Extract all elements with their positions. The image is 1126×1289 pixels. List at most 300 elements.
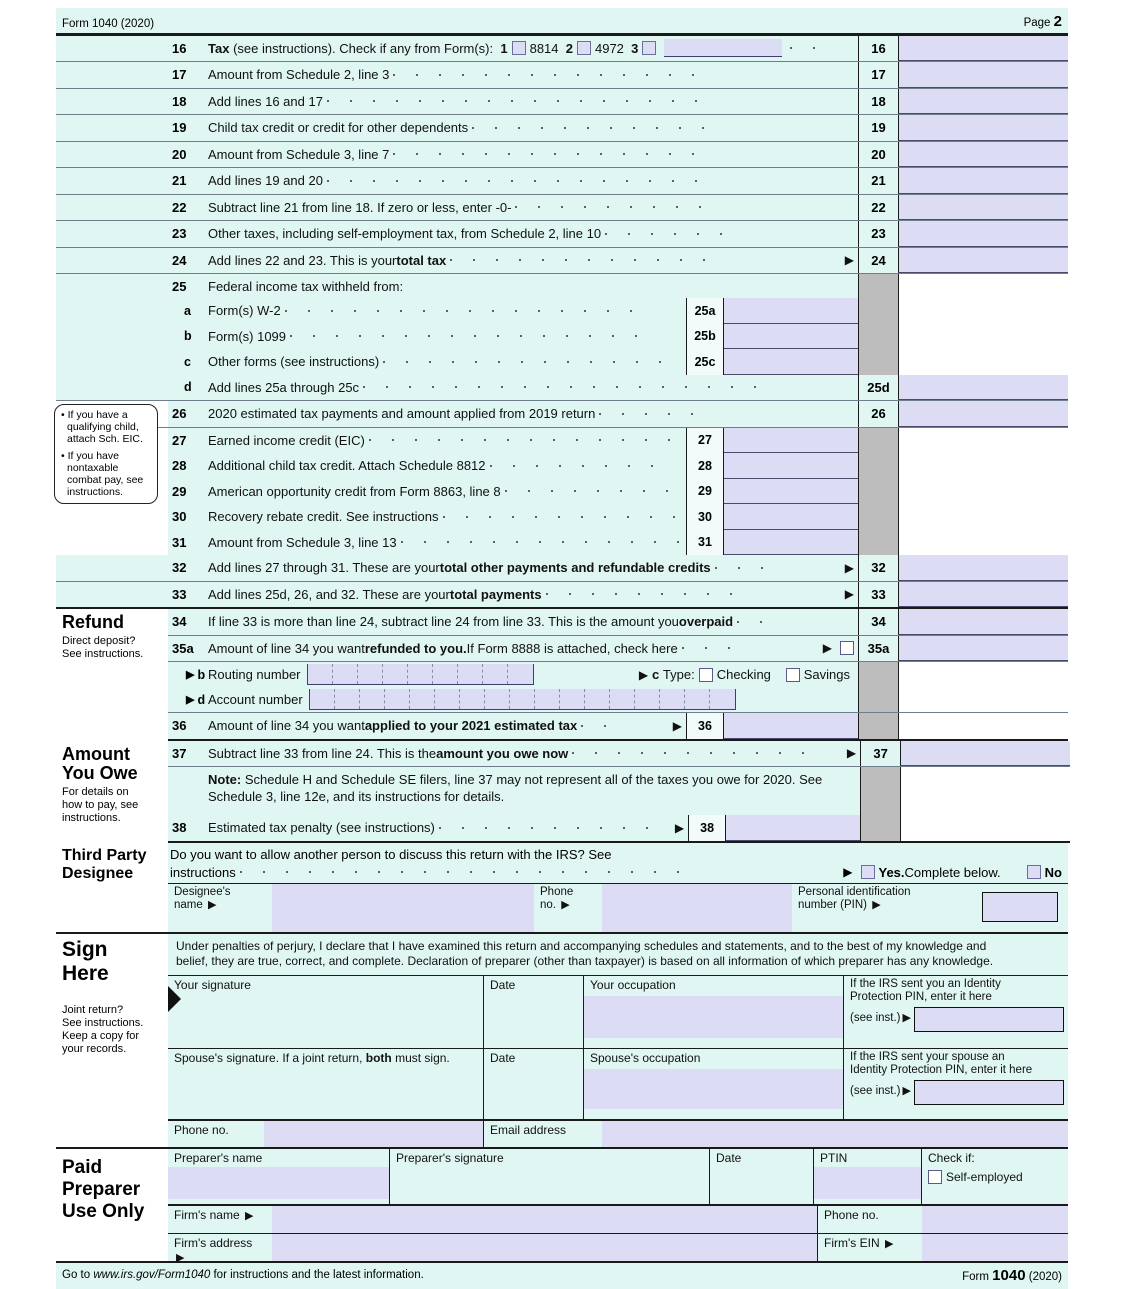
amount-owe-label-cell [56,741,168,843]
designee-no-checkbox[interactable] [1027,865,1041,879]
paid-preparer-body [168,1149,1068,1264]
preparer-signature-cell[interactable]: Preparer's signature [390,1149,710,1204]
line-25-number: 25 [172,278,187,294]
line-28-box-number: 28 [686,453,724,479]
arrow-icon: ▶ [244,1209,254,1222]
self-employed-label: Self-employed [946,1169,1023,1184]
form-4972-label: 4972 [594,40,624,56]
left-caption-spacer [56,582,168,608]
line-25b-description: Form(s) 1099 [206,324,686,350]
left-caption-spacer [56,324,168,350]
line-31-subbox [686,530,858,556]
left-caption-spacer [56,221,168,247]
line-28-subbox [686,453,858,479]
line-20-row [56,142,1068,169]
line-24-row [56,248,1068,275]
left-caption-spacer [56,349,168,375]
line-22-box-number: 22 [858,195,898,221]
gray-block [858,479,898,505]
line-17-number: 17 [172,67,187,83]
blank-block [898,453,1068,479]
line-30-amount-field[interactable] [724,504,858,530]
left-caption-spacer [56,115,168,141]
line-29-amount-field[interactable] [724,479,858,505]
line-18-number: 18 [172,93,187,109]
gray-block [858,530,898,556]
line-25a-subbox [686,298,858,324]
leader-dots [389,74,858,76]
blank-block [898,274,1068,298]
line-37-description: Subtract line 33 from line 24. This is the amount you owe now ▶ [208,745,857,761]
line-23-box-number: 23 [858,221,898,247]
blank-block [900,815,1070,841]
line-32-amount-field[interactable] [898,555,1068,581]
arrow-icon: ▶ [638,667,649,682]
left-caption-spacer [56,195,168,221]
line-25a-description: Form(s) W-2 [206,298,686,324]
leader-dots [286,335,686,337]
your-occupation-cell[interactable]: Your occupation [584,976,844,1048]
savings-checkbox[interactable] [786,668,800,682]
line-22-description: Subtract line 21 from line 18. If zero or less, enter -0- [206,195,858,221]
third-party-question: Do you want to allow another person to discuss this return with the IRS? See instructions ▶ Yes. Complete below. No [170,846,1062,880]
leader-dots [389,153,858,155]
line-26-number: 26 [172,406,187,422]
third-party-label-cell [56,843,168,932]
leader-dots [542,593,843,595]
line-27-subbox [686,428,858,454]
line-36-number: 36 [172,718,187,734]
gray-block [860,815,900,841]
line-38-description: Estimated tax penalty (see instructions) ▶ [208,820,685,836]
gray-block [858,274,898,298]
third-party-title: Third Party Designee [62,846,147,882]
line-22-amount-field[interactable] [898,195,1068,221]
line-33-box-number: 33 [858,582,898,608]
line-25c-row [56,349,1068,375]
line-25a-letter: a [184,303,191,318]
firms-address-input[interactable] [272,1234,818,1261]
left-caption-spacer [56,530,168,556]
line-30-number: 30 [172,509,187,525]
leader-dots [439,516,687,518]
blank-block [898,298,1068,324]
line-28-description: Additional child tax credit. Attach Schedule 8812 [206,453,686,479]
amount-owe-note-row [168,767,1070,815]
refund-note: Direct deposit? See instructions. [62,635,144,660]
leader-dots [595,413,858,415]
line-30-subbox [686,504,858,530]
taxpayer-email-label: Email address [490,1122,567,1137]
sign-here-body [168,934,1068,1147]
sign-here-section [56,932,1068,1147]
left-caption-spacer [56,555,168,581]
paid-preparer-section [56,1147,1068,1264]
line-18-amount-field[interactable] [898,89,1068,115]
line-18-description: Add lines 16 and 17 [206,89,858,115]
arrow-icon: ▶ [844,587,854,602]
leader-dots [733,621,858,623]
blank-block [898,530,1068,556]
line-23-number: 23 [172,226,187,242]
leader-dots [577,725,671,727]
form-other-input[interactable] [664,39,782,57]
left-caption-spacer [56,36,168,62]
line-35a-description: Amount of line 34 you want refunded to you. If Form 8888 is attached, check here ▶ [206,636,858,662]
blank-block [898,324,1068,350]
eic-callout [54,404,158,504]
arrow-icon: ▶ [672,718,682,733]
line-35b-letter: ▶ b [186,667,206,682]
line-26-box-number: 26 [858,401,898,427]
left-caption-spacer [56,62,168,88]
line-21-box-number: 21 [858,168,898,194]
designee-pin-wrap [982,884,1068,932]
line-23-amount-field[interactable] [898,221,1068,247]
firm-phone-label: Phone no. [824,1207,879,1222]
third-party-question-row [168,843,1068,883]
arrow-icon: ▶ [186,694,195,706]
checking-checkbox[interactable] [699,668,713,682]
line-17-row [56,62,1068,89]
arrow-icon: ▶ [822,641,832,656]
line-25d-letter: d [184,380,192,395]
line-19-row [56,115,1068,142]
leader-dots [435,827,673,829]
line-28-amount-field[interactable] [724,453,858,479]
line-24-number: 24 [172,252,187,268]
type-letter: c [652,667,660,682]
line-18-row [56,89,1068,116]
account-number-input[interactable] [309,689,736,710]
designee-phone-input[interactable] [602,884,792,932]
line-32-description: Add lines 27 through 31. These are your total other payments and refundable credits ▶ [208,560,854,576]
spouse-occupation-cell[interactable]: Spouse's occupation [584,1049,844,1119]
leader-dots [236,871,842,873]
line-35b-row [168,662,1068,687]
line-22-number: 22 [172,199,187,215]
arrow-icon: ▶ [674,820,685,835]
line-25b-row [56,324,1068,350]
line-36-row [168,713,1068,741]
left-caption-spacer [56,142,168,168]
check-2-number: 2 [565,40,573,56]
blank-block [898,687,1068,712]
paid-preparer-title: Paid Preparer Use Only [62,1156,145,1222]
taxpayer-email-input[interactable] [602,1121,1068,1147]
line-19-number: 19 [172,120,187,136]
line-16-keyword: Tax [208,40,230,56]
irs-url[interactable]: www.irs.gov/Form1040 [93,1269,211,1281]
line-37-box-number: 37 [860,741,900,767]
routing-number-input[interactable] [307,664,534,685]
line-17-amount-field[interactable] [898,62,1068,88]
designee-pin-input[interactable] [982,892,1058,922]
line-38-number: 38 [172,820,187,836]
line-36-subbox [686,713,858,739]
firms-address-label: Firm's address ▶ [174,1235,253,1264]
line-25b-box-number: 25b [686,324,724,350]
left-caption-spacer [56,298,168,324]
designee-name-label: Designee's name ▶ [174,885,231,911]
gray-block [858,428,898,454]
form-id-label: Form 1040 (2020) [62,18,155,30]
line-30-row [56,504,1068,530]
account-number-label: Account number [208,692,303,707]
your-signature-cell[interactable]: Your signature [168,976,484,1048]
gray-block [858,298,898,324]
blank-block [898,713,1068,739]
gray-block [858,453,898,479]
routing-number-label: Routing number [208,667,301,682]
line-37-amount-field[interactable] [900,741,1070,767]
line-31-amount-field[interactable] [724,530,858,556]
firms-name-label: Firm's name ▶ [174,1207,254,1222]
gray-block [858,687,898,712]
line-18-box-number: 18 [858,89,898,115]
line-24-amount-field[interactable] [898,248,1068,274]
gray-block [858,504,898,530]
arrow-icon: ▶ [844,560,854,575]
arrow-icon: ▶ [843,865,853,879]
preparer-checkif-cell: Check if: Self-employed [928,1150,1023,1184]
firms-name-input[interactable] [272,1206,818,1233]
preparer-name-cell[interactable]: Preparer's name [168,1149,390,1204]
line-25a-amount-field[interactable] [724,298,858,324]
line-25c-box-number: 25c [686,349,724,375]
form-8814-checkbox[interactable] [512,41,526,55]
line-36-description: Amount of line 34 you want applied to your 2021 estimated tax ▶ [208,718,682,734]
designee-yes-checkbox[interactable] [861,865,875,879]
line-25d-amount-field[interactable] [898,375,1068,401]
gray-block [858,324,898,350]
line-25a-row [56,298,1068,324]
line-16-box-number: 16 [858,36,898,62]
line-31-description: Amount from Schedule 3, line 13 [206,530,686,556]
amount-owe-note: For details on how to pay, see instructions. [62,785,139,824]
line-29-row [56,479,1068,505]
leader-dots [568,752,845,754]
sign-here-label-cell [56,934,168,1147]
spouse-ip-pin-cell: If the IRS sent your spouse an Identity Protection PIN, enter it here (see inst.) ▶ [844,1049,1068,1119]
line-25d-row [56,375,1068,402]
line-20-box-number: 20 [858,142,898,168]
line-20-number: 20 [172,146,187,162]
callout-bullet-2: • If you have nontaxable combat pay, see instructions. [61,449,144,499]
line-17-description: Amount from Schedule 2, line 3 [206,62,858,88]
line-31-number: 31 [172,534,187,550]
line-16-number: 16 [172,40,187,56]
self-employed-checkbox[interactable] [928,1170,942,1184]
line-19-description: Child tax credit or credit for other dependents [206,115,858,141]
spouse-signature-cell[interactable]: Spouse's signature. If a joint return, both must sign. [168,1049,484,1119]
leader-dots [379,361,686,363]
line-20-amount-field[interactable] [898,142,1068,168]
blank-block [898,349,1068,375]
designee-phone-label: Phone no. ▶ [540,885,574,911]
page-header [56,8,1068,33]
line-25c-amount-field[interactable] [724,349,858,375]
leader-dots [281,310,686,312]
form-8814-label: 8814 [529,40,559,56]
line-19-amount-field[interactable] [898,115,1068,141]
leader-dots [397,541,686,543]
line-35a-number: 35a [172,640,194,656]
sign-here-title: Sign Here [62,937,109,985]
line-28-row [56,453,1068,479]
preparer-ptin-cell[interactable]: PTIN [814,1149,922,1204]
arrow-icon: ▶ [902,1012,911,1025]
page-indicator: Page 2 [1023,13,1062,30]
firm-address-row [168,1233,1068,1264]
leader-dots [468,127,858,129]
firms-ein-input[interactable] [922,1234,1068,1261]
line-16-amount-field[interactable] [898,36,1068,62]
check-1-number: 1 [500,40,508,56]
line-25-row [56,274,1068,298]
your-signature-date-cell[interactable]: Date [484,976,584,1048]
line-22-row [56,195,1068,222]
line-23-description: Other taxes, including self-employment tax, from Schedule 2, line 10 [206,221,858,247]
eic-callout-cell [56,401,168,499]
refund-rows [168,609,1068,741]
line-30-box-number: 30 [686,504,724,530]
amount-owe-rows [168,741,1070,843]
form-1040-page2 [56,8,1068,1289]
arrow-icon: ▶ [176,1251,185,1264]
paid-preparer-label-cell [56,1149,168,1261]
line-34-number: 34 [172,614,187,630]
line-27-description: Earned income credit (EIC) [206,428,686,454]
leader-dots [365,439,686,441]
sign-here-note: Joint return? See instructions. Keep a copy for your records. [62,1003,144,1055]
line-33-number: 33 [172,586,187,602]
designee-name-input[interactable] [272,884,534,932]
line-32-box-number: 32 [858,555,898,581]
third-party-body [168,843,1068,932]
perjury-statement: Under penalties of perjury, I declare that I have examined this return and accompanying schedules and statements, and to the best of my knowledge and belief, they are true, correct, and complete. Declaration of preparer (other than taxpayer) is based on all information of which preparer has any knowledge. [176,938,994,968]
line-38-amount-field[interactable] [726,815,860,841]
line-25a-box-number: 25a [686,298,724,324]
gray-block [860,767,900,815]
line-27-amount-field[interactable] [724,428,858,454]
line-31-row [56,530,1068,556]
line-30-description: Recovery rebate credit. See instructions [206,504,686,530]
line-33-amount-field[interactable] [898,582,1068,608]
arrow-icon: ▶ [902,1085,911,1098]
blank-block [898,504,1068,530]
line-33-description: Add lines 25d, 26, and 32. These are your total payments ▶ [208,586,854,602]
gray-block [858,349,898,375]
leader-dots [501,490,686,492]
line-25c-letter: c [184,354,191,369]
leader-dots [711,567,843,569]
checking-label: Checking [716,667,771,682]
line-27-number: 27 [172,432,187,448]
designee-fields-row [168,883,1068,932]
firm-phone-input[interactable] [922,1206,1068,1233]
form-8888-attached-checkbox[interactable] [840,641,854,655]
preparer-top-row [168,1149,1068,1204]
amount-owe-title: Amount You Owe [62,743,138,783]
line-35a-amount-field[interactable] [898,636,1068,662]
spouse-ip-pin-input[interactable] [914,1080,1064,1105]
line-25c-subbox [686,349,858,375]
line-29-number: 29 [172,483,187,499]
spouse-signature-date-cell[interactable]: Date [484,1049,584,1119]
form-other-checkbox[interactable] [642,41,656,55]
line-25b-letter: b [184,329,192,344]
third-party-designee-section [56,843,1068,932]
line-38-box-number: 38 [688,815,726,841]
line-32-row [56,555,1068,582]
line-34-description: If line 33 is more than line 24, subtract line 24 from line 33. This is the amount you overpaid [206,609,858,635]
form-4972-checkbox[interactable] [577,41,591,55]
line-25d-description: Add lines 25a through 25c [206,375,858,401]
line-26-amount-field[interactable] [898,401,1068,427]
line-27-row [56,428,1068,454]
blank-block [898,428,1068,454]
line-34-amount-field[interactable] [898,609,1068,635]
line-37-number: 37 [172,745,187,761]
arrow-icon: ▶ [207,899,217,911]
check-3-number: 3 [631,40,639,56]
line-36-amount-field[interactable] [724,713,858,739]
line-21-amount-field[interactable] [898,168,1068,194]
arrow-icon: ▶ [872,899,881,911]
schedule-h-note: Note: Schedule H and Schedule SE filers, line 37 may not represent all of the taxes you owe for 2020. See Schedule 3, line 12e, and its instructions for details. [208,772,823,804]
phone-email-row [168,1119,1068,1147]
line-35b-description [206,662,858,687]
your-ip-pin-input[interactable] [914,1007,1064,1032]
line-35d-row [168,687,1068,713]
arrow-icon: ▶ [186,669,195,681]
line-21-number: 21 [172,173,187,189]
line-20-description: Amount from Schedule 3, line 7 [206,142,858,168]
left-caption-spacer [56,248,168,274]
line-32-number: 32 [172,560,187,576]
taxpayer-phone-input[interactable] [264,1121,484,1147]
line-35a-row [168,636,1068,663]
left-caption-spacer [56,504,168,530]
designee-pin-label: Personal identification number (PIN) ▶ [798,885,911,911]
line-38-subbox [688,815,860,841]
account-type-label: Type: [662,667,695,682]
line-25-description: Federal income tax withheld from: [208,278,404,294]
leader-dots [486,465,686,467]
line-24-box-number: 24 [858,248,898,274]
arrow-icon: ▶ [844,253,854,268]
line-17-box-number: 17 [858,62,898,88]
line-25b-amount-field[interactable] [724,324,858,350]
preparer-date-cell[interactable]: Date [710,1149,814,1204]
line-21-row [56,168,1068,195]
blank-block [898,479,1068,505]
line-16-row [56,36,1068,63]
refund-section [56,609,1068,741]
line-38-row [168,815,1070,843]
arrow-icon: ▶ [846,746,857,761]
line-33-row [56,582,1068,610]
left-caption-spacer [56,274,168,298]
line-27-box-number: 27 [686,428,724,454]
leader-dots [678,647,821,649]
line-24-description: Add lines 22 and 23. This is your total tax ▶ [208,252,854,268]
blank-block [900,767,1070,815]
line-19-box-number: 19 [858,115,898,141]
leader-dots [601,233,858,235]
page-footer [56,1261,1068,1289]
